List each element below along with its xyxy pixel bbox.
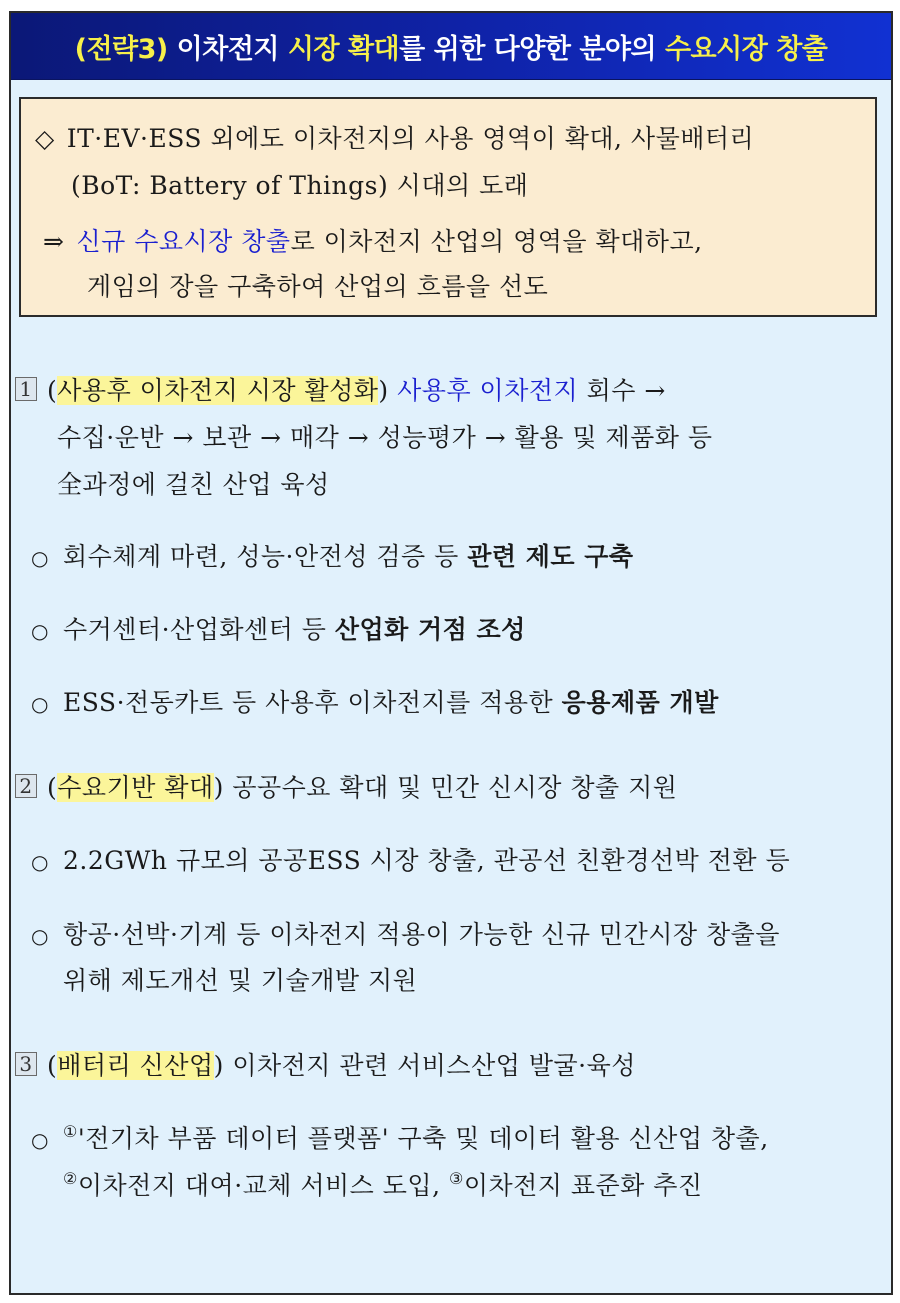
bullet-text: '전기차 부품 데이터 플랫폼' 구축 및 데이터 활용 신산업 창출, — [77, 1124, 769, 1153]
summary-text-1: IT·EV·ESS 외에도 이차전지의 사용 영역이 확대, 사물배터리 — [66, 124, 755, 153]
bullet-circle-icon: ○ — [31, 546, 49, 570]
paren-open: ( — [47, 773, 58, 802]
paren-open: ( — [47, 376, 58, 405]
bullet-text: 이차전지 표준화 추진 — [463, 1171, 703, 1200]
circled-number-3: ③ — [448, 1169, 464, 1188]
paren-open: ( — [47, 1051, 58, 1080]
section-3-highlight: 배터리 신산업 — [57, 1051, 214, 1080]
bullet-text: 수거센터·산업화센터 등 — [63, 615, 335, 644]
section-1-bullet-3 — [31, 683, 891, 719]
summary-box — [19, 97, 877, 317]
strategy-title — [75, 27, 828, 66]
section-1-bullet-2 — [31, 610, 891, 646]
bullet-text: ESS·전동카트 등 사용후 이차전지를 적용한 — [63, 688, 562, 717]
bullet-text: 항공·선박·기계 등 이차전지 적용이 가능한 신규 민간시장 창출을 — [63, 920, 780, 949]
bullet-text: 2.2GWh 규모의 공공ESS 시장 창출, 관공선 친환경선박 전환 등 — [63, 846, 791, 875]
bullet-bold-text: 관련 제도 구축 — [467, 542, 634, 571]
section-3-heading — [15, 1046, 891, 1082]
section-1-text-2: 수집·운반 → 보관 → 매각 → 성능평가 → 활용 및 제품화 등 — [57, 423, 713, 452]
number-box-3: 3 — [15, 1052, 37, 1076]
summary-text-4: 게임의 장을 구축하여 산업의 흐름을 선도 — [87, 272, 549, 301]
summary-line-1 — [35, 119, 875, 155]
title-part-for-various-fields: 를 위한 다양한 분야의 — [399, 33, 665, 65]
bullet-bold-text: 응용제품 개발 — [561, 688, 719, 717]
document-panel — [9, 11, 893, 1295]
double-arrow-icon: ⇒ — [43, 227, 65, 256]
summary-line-4 — [87, 267, 875, 303]
strategy-header — [11, 13, 891, 80]
title-part-secondary-battery: 이차전지 — [176, 33, 288, 65]
section-1-lead-rest: 회수 → — [578, 376, 666, 405]
section-2-bullet-2 — [31, 915, 891, 951]
title-strategy-label: (전략3) — [74, 33, 177, 65]
bullet-bold-text: 산업화 거점 조성 — [334, 615, 526, 644]
paren-close: ) — [378, 376, 389, 405]
title-part-market-expansion: 시장 확대 — [287, 33, 400, 65]
section-2-bullet-1 — [31, 841, 891, 877]
circled-number-2: ② — [63, 1169, 78, 1188]
summary-text-2: (BoT: Battery of Things) 시대의 도래 — [71, 171, 529, 200]
section-3-bullet-1 — [31, 1119, 891, 1155]
bullet-circle-icon: ○ — [31, 1128, 49, 1152]
bullet-circle-icon: ○ — [31, 692, 49, 716]
section-1-line-3 — [57, 465, 891, 501]
section-1-lead-blue: 사용후 이차전지 — [397, 376, 579, 405]
section-1-highlight: 사용후 이차전지 시장 활성화 — [57, 376, 379, 405]
title-part-demand-creation: 수요시장 창출 — [664, 33, 828, 65]
section-2-bullet-2-cont — [63, 961, 891, 997]
section-1-bullet-1 — [31, 537, 891, 573]
summary-line-2 — [71, 166, 875, 202]
bullet-text: 이차전지 대여·교체 서비스 도입, — [77, 1171, 449, 1200]
number-box-1: 1 — [15, 377, 37, 401]
section-1-heading — [15, 371, 891, 407]
circled-number-1: ① — [63, 1122, 78, 1141]
section-2-highlight: 수요기반 확대 — [57, 773, 214, 802]
bullet-text-cont: 위해 제도개선 및 기술개발 지원 — [63, 966, 418, 995]
bullet-circle-icon: ○ — [31, 924, 49, 948]
bullet-circle-icon: ○ — [31, 850, 49, 874]
summary-text-3: 로 이차전지 산업의 영역을 확대하고, — [290, 227, 703, 256]
diamond-icon: ◇ — [35, 124, 55, 153]
section-3-bullet-1-cont — [63, 1166, 891, 1202]
section-3-lead: 이차전지 관련 서비스산업 발굴·육성 — [223, 1051, 636, 1080]
section-1-text-3: 全과정에 걸친 산업 육성 — [57, 470, 330, 499]
number-box-2: 2 — [15, 774, 37, 798]
section-1-line-2 — [57, 418, 891, 454]
paren-close: ) — [213, 773, 224, 802]
section-2-heading — [15, 768, 891, 804]
bullet-text: 회수체계 마련, 성능·안전성 검증 등 — [63, 542, 468, 571]
section-2-lead: 공공수요 확대 및 민간 신시장 창출 지원 — [223, 773, 678, 802]
bullet-circle-icon: ○ — [31, 619, 49, 643]
summary-highlight-blue: 신규 수요시장 창출 — [76, 227, 291, 256]
paren-close: ) — [213, 1051, 224, 1080]
summary-line-3 — [43, 222, 875, 258]
